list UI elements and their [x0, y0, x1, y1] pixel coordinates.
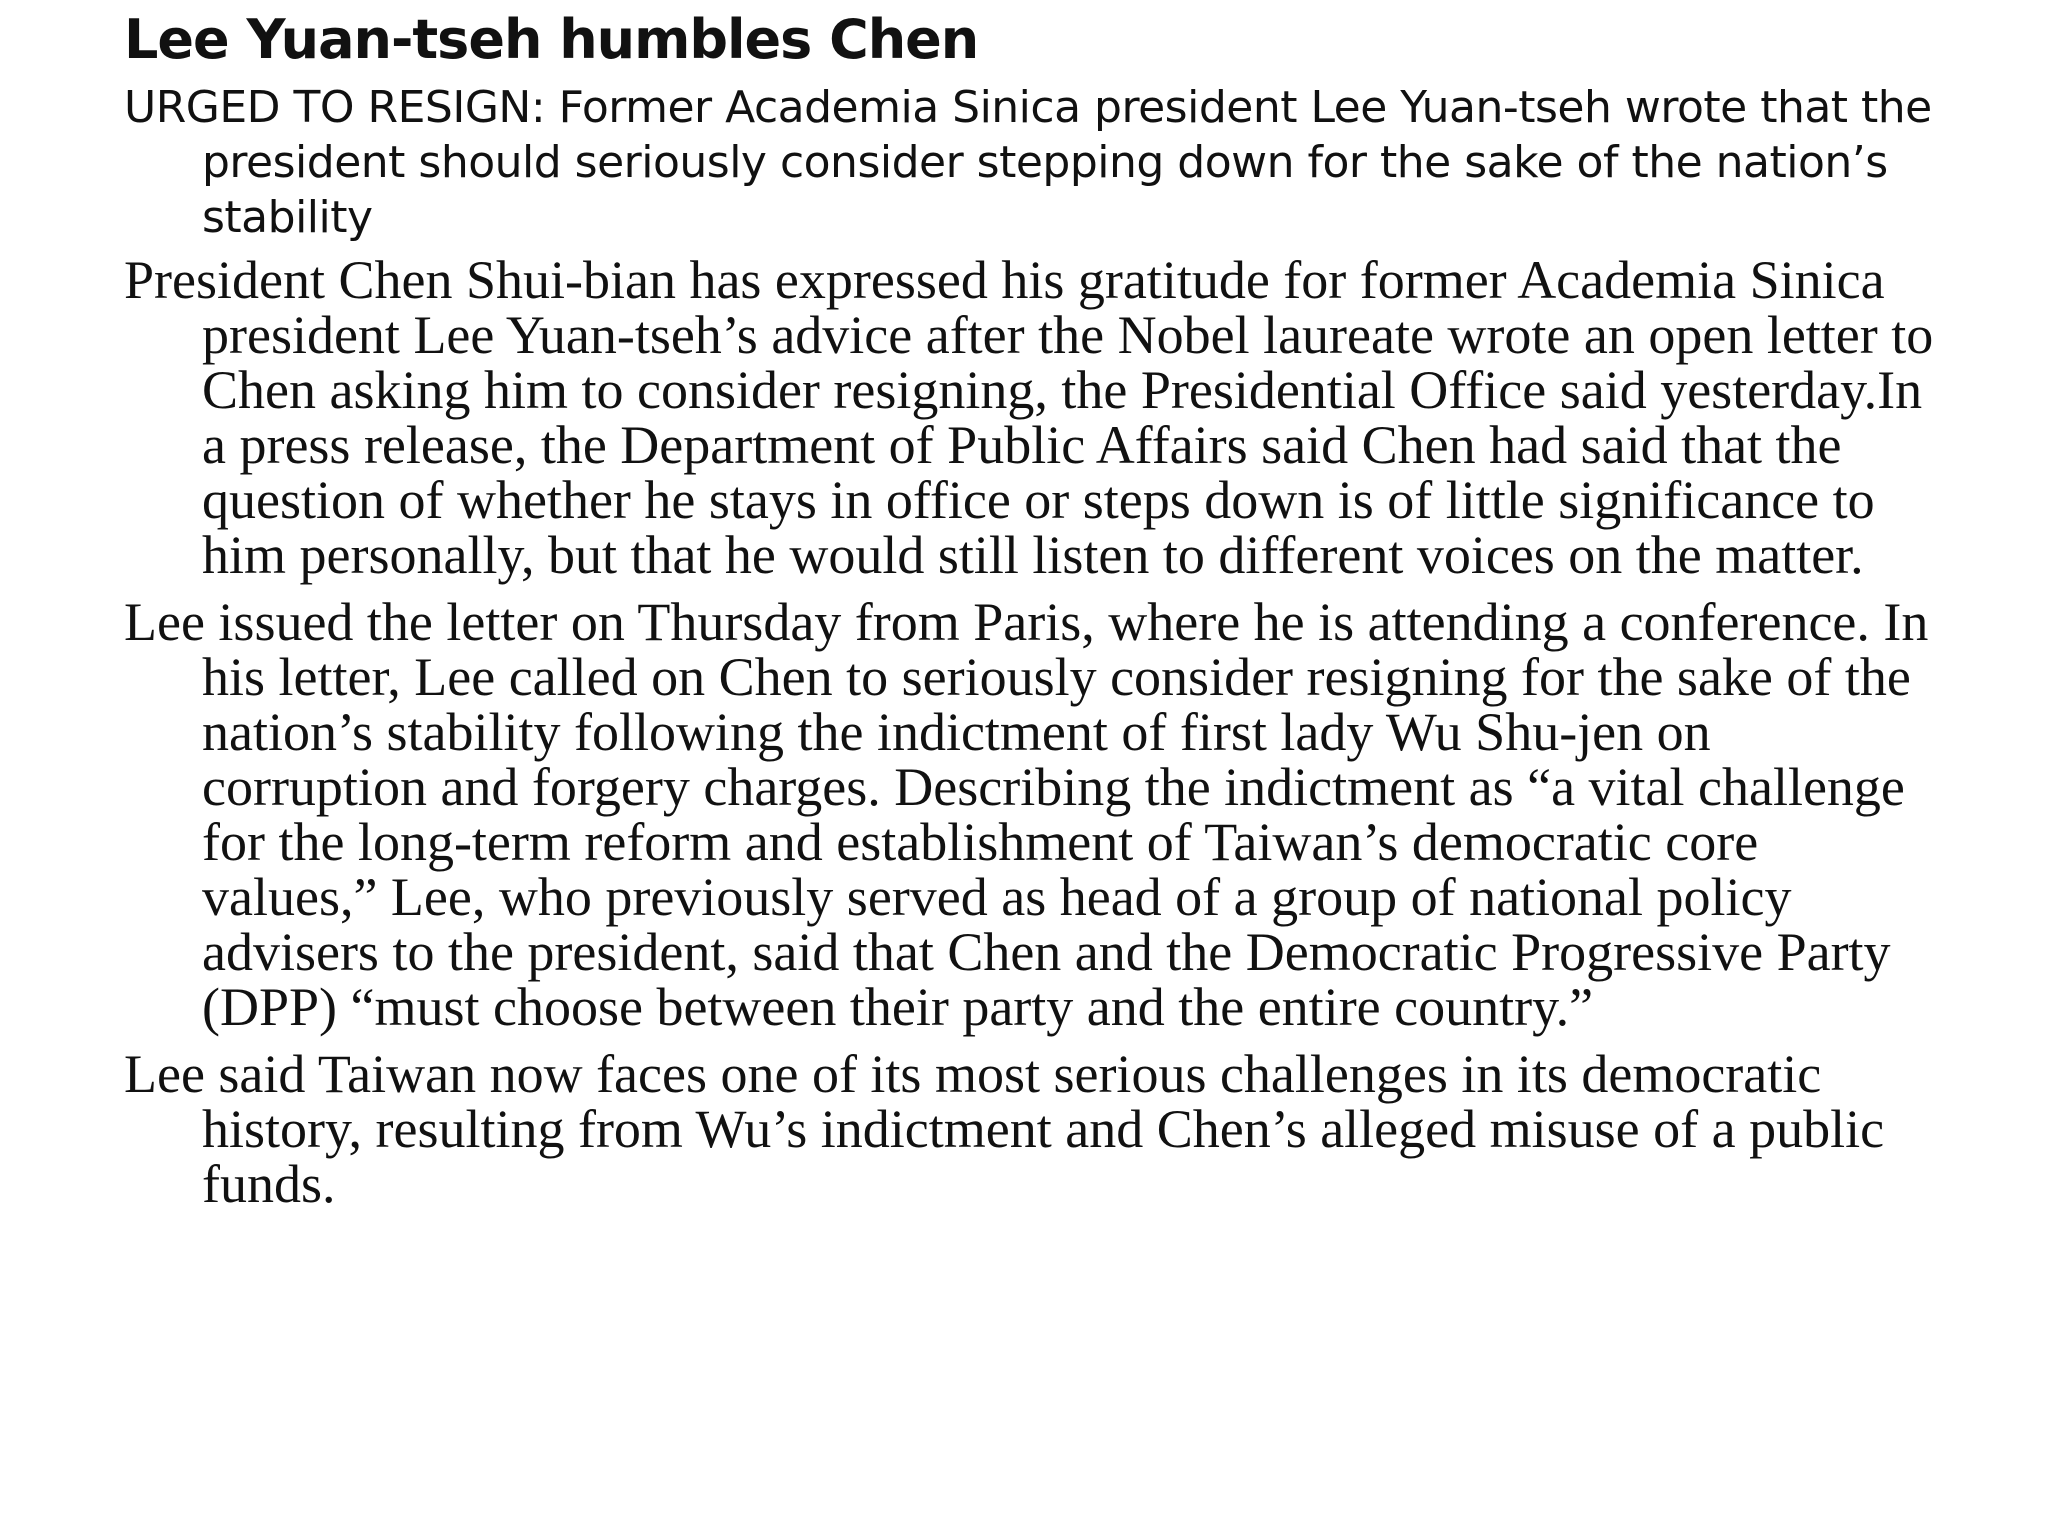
article-paragraph-2: Lee issued the letter on Thursday from Paris, where he is attending a conference. In his letter, Lee called on Chen to seriously consider resigning for the sake of the nation’s stability following the indictment of first lady Wu Shu-jen on corruption and forgery charges. Describing the indictment as “a vital challenge for the long-term reform and establishment of Taiwan’s democratic core values,” Lee, who previously served as head of a group of national policy advisers to the president, said that Chen and the Democratic Progressive Party (DPP) “must choose between their party and the entire country.”: [124, 592, 1929, 1037]
article-subhead: URGED TO RESIGN: Former Academia Sinica president Lee Yuan-tseh wrote that the president should seriously consider stepping down for the sake of the nation’s stability: [124, 82, 1932, 243]
slide-content: [124, 8, 1944, 1224]
article-title: Lee Yuan-tseh humbles Chen: [124, 8, 979, 71]
article-paragraph-3: Lee said Taiwan now faces one of its most serious challenges in its democratic history, resulting from Wu’s indictment and Chen’s alleged misuse of a public funds.: [124, 1044, 1885, 1214]
article-paragraph-1: President Chen Shui-bian has expressed his gratitude for former Academia Sinica president Lee Yuan-tseh’s advice after the Nobel laureate wrote an open letter to Chen asking him to consider resigning, the Presidential Office said yesterday.In a press release, the Department of Public Affairs said Chen had said that the question of whether he stays in office or steps down is of little significance to him personally, but that he would still listen to different voices on the matter.: [124, 250, 1934, 585]
